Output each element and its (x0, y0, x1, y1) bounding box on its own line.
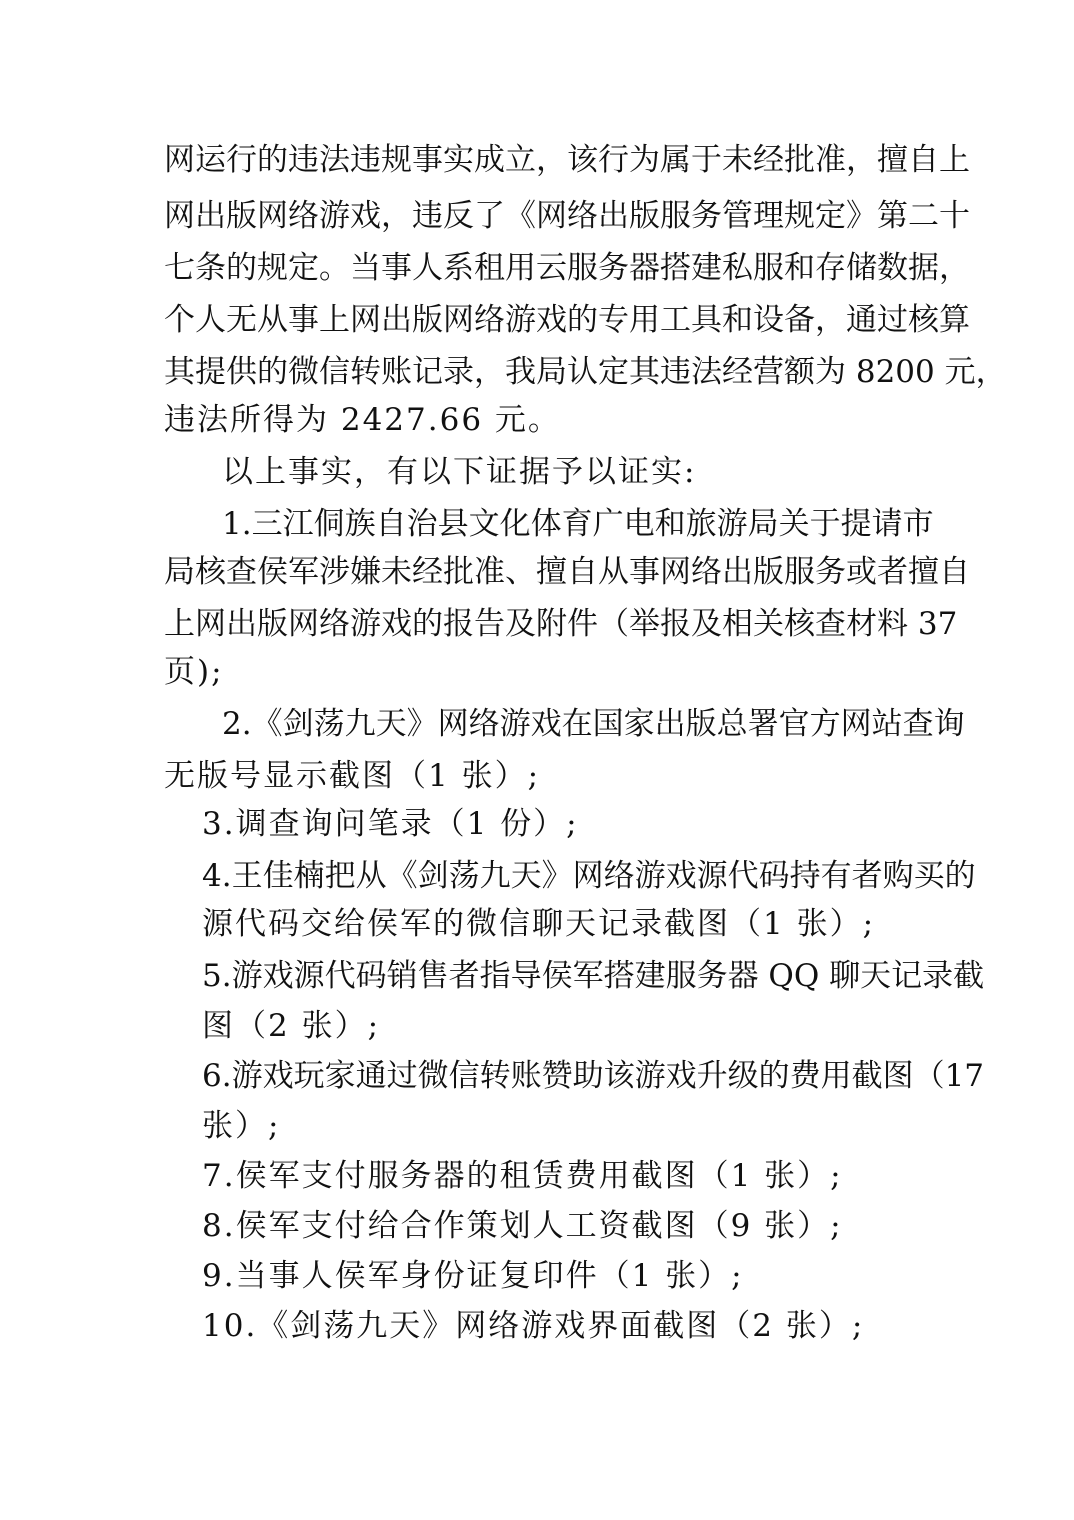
evidence-item-4: 4.王佳楠把从《剑荡九天》网络游戏源代码持有者购买的 (202, 858, 976, 894)
paragraph-line: 违法所得为 2427.66 元。 (164, 402, 561, 438)
evidence-item-2: 2.《剑荡九天》网络游戏在国家出版总署官方网站查询 (222, 706, 965, 742)
evidence-item-10: 10.《剑荡九天》网络游戏界面截图（2 张）; (202, 1308, 865, 1344)
evidence-item-2-cont: 无版号显示截图（1 张）; (164, 758, 541, 794)
evidence-item-6: 6.游戏玩家通过微信转账赞助该游戏升级的费用截图（17 (202, 1058, 985, 1094)
paragraph-line: 网出版网络游戏，违反了《网络出版服务管理规定》第二十 (164, 198, 970, 234)
evidence-item-1-cont: 页); (164, 654, 224, 690)
evidence-item-3: 3.调查询问笔录（1 份）; (202, 806, 579, 842)
evidence-item-5: 5.游戏源代码销售者指导侯军搭建服务器 QQ 聊天记录截 (202, 958, 985, 994)
paragraph-line: 其提供的微信转账记录，我局认定其违法经营额为 8200 元， (164, 354, 1007, 390)
evidence-item-1-cont: 上网出版网络游戏的报告及附件（举报及相关核查材料 37 (164, 606, 958, 642)
evidence-item-8: 8.侯军支付给合作策划人工资截图（9 张）; (202, 1208, 843, 1244)
evidence-item-6-cont: 张）; (202, 1108, 281, 1144)
paragraph-line: 个人无从事上网出版网络游戏的专用工具和设备，通过核算 (164, 302, 970, 338)
evidence-item-4-cont: 源代码交给侯军的微信聊天记录截图（1 张）; (202, 906, 876, 942)
paragraph-line: 七条的规定。当事人系租用云服务器搭建私服和存储数据， (164, 250, 970, 286)
evidence-item-9: 9.当事人侯军身份证复印件（1 张）; (202, 1258, 744, 1294)
evidence-item-1: 1.三江侗族自治县文化体育广电和旅游局关于提请市 (222, 506, 934, 542)
paragraph-line: 网运行的违法违规事实成立，该行为属于未经批准，擅自上 (164, 142, 970, 178)
evidence-item-5-cont: 图（2 张）; (202, 1008, 381, 1044)
evidence-item-1-cont: 局核查侯军涉嫌未经批准、擅自从事网络出版服务或者擅自 (164, 554, 970, 590)
evidence-intro: 以上事实，有以下证据予以证实: (222, 454, 697, 490)
evidence-item-7: 7.侯军支付服务器的租赁费用截图（1 张）; (202, 1158, 843, 1194)
